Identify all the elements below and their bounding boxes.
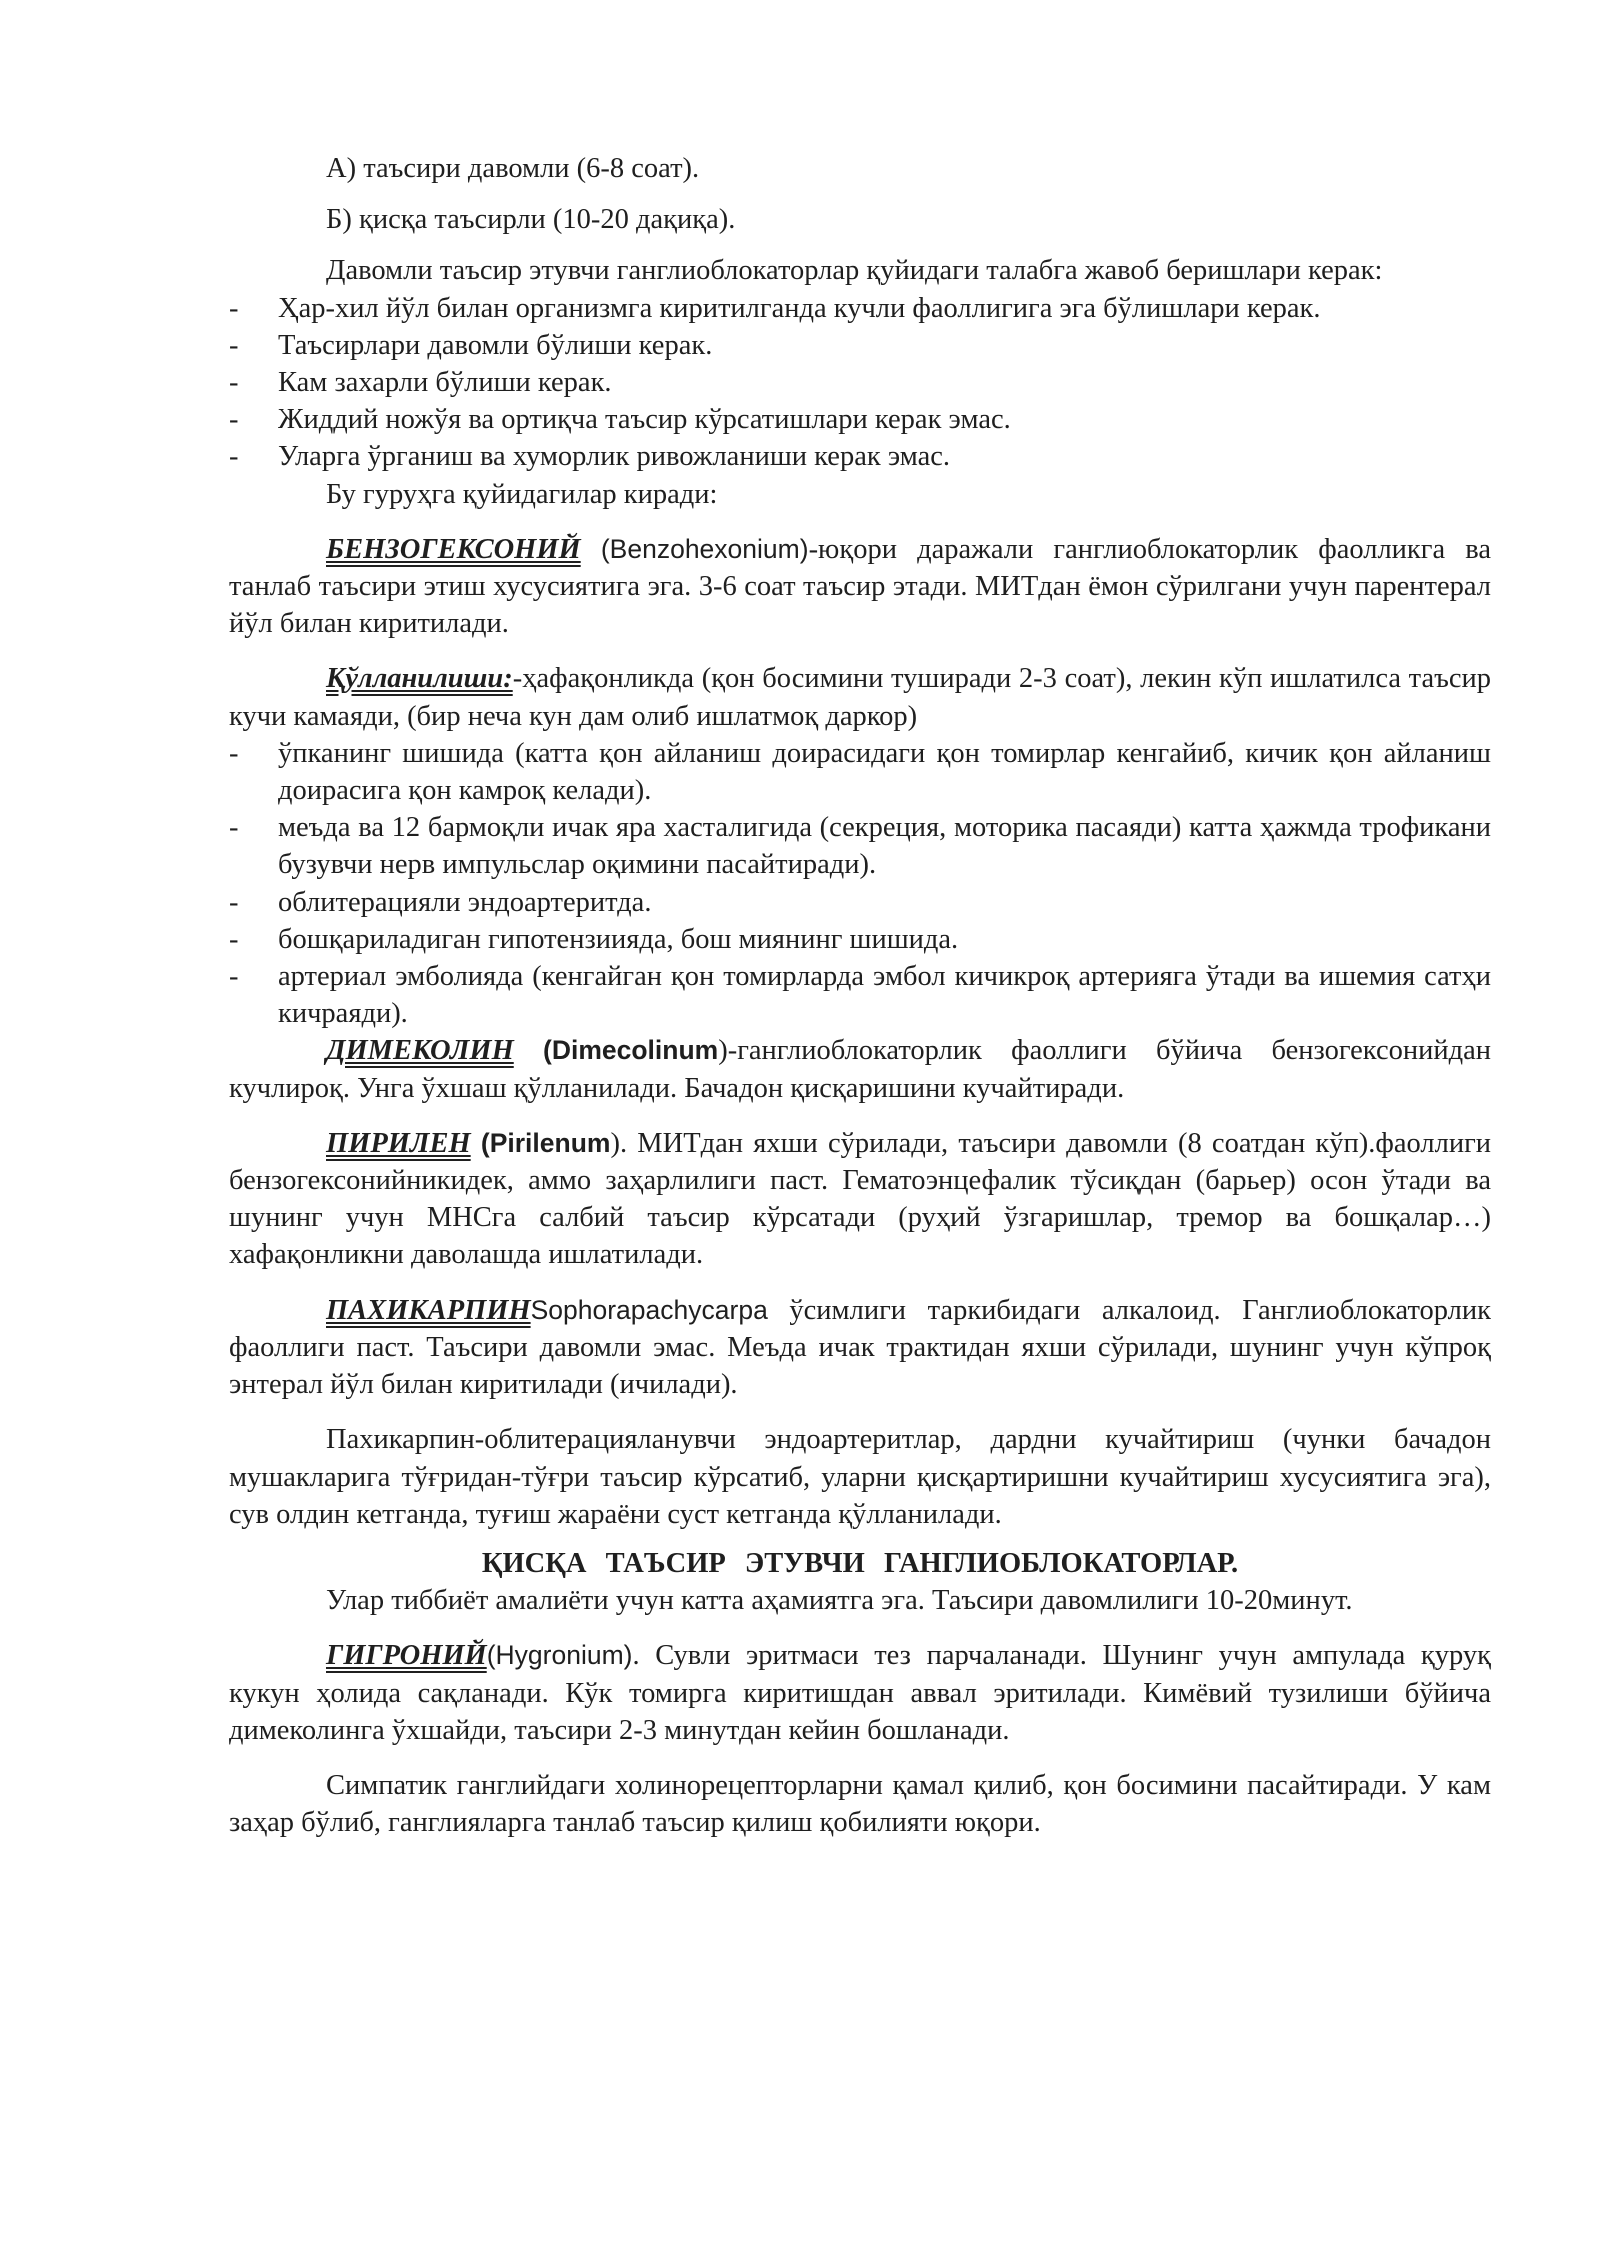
list-item: - артериал эмболияда (кенгайган қон томирларда эмбол кичикроқ артерияга ўтади ва ишемия сатҳи кичраяди). — [229, 961, 1491, 1030]
requirements-list — [229, 290, 1491, 476]
pirilen-text: ). МИТдан яхши сўрилади, таъсири давомли (8 соатдан кўп).фаоллиги бензогексонийникидек, аммо заҳарлилиги паст. Гематоэнцефалик тўсиқдан (барьер) осон ўтади ва шунинг учун МНСга салбий таъсир кўрсатади (руҳий ўзгаришлар, тремор ва бошқалар…) хафақонликни даволашда ишлатилади. — [229, 1127, 1492, 1271]
requirements-intro: Давомли таъсир этувчи ганглиоблокаторлар қуйидаги талабга жавоб беришлари керак: — [326, 255, 1383, 287]
section-heading: ҚИСҚА ТАЪСИР ЭТУВЧИ ГАНГЛИОБЛОКАТОРЛАР. — [481, 1547, 1239, 1579]
drug-name-pahikarpin: ПАХИКАРПИН — [326, 1294, 531, 1326]
benzo-paragraph — [229, 531, 1491, 643]
usage-label: Қўлланилиши: — [326, 663, 513, 695]
group-intro: Бу гуруҳга қуйидагилар киради: — [326, 478, 718, 510]
list-item: - Уларга ўрганиш ва хуморлик ривожланиши керак эмас. — [229, 441, 951, 473]
drug-latin-pirilen: (Pirilenum — [480, 1127, 611, 1158]
final-paragraph: Симпатик ганглийдаги холинорецепторларни қамал қилиб, қон босимини пасайтиради. У кам заҳар бўлиб, ганглияларга танлаб таъсир қилиш қобилияти юқори. — [229, 1769, 1491, 1839]
list-item: - Ҳар-хил йўл билан организмга киритилганда кучли фаоллигига эга бўлишлари керак. — [229, 292, 1321, 324]
usage-list — [229, 735, 1491, 1033]
pirilen-paragraph — [229, 1125, 1491, 1274]
drug-latin-gigroniy: (Hygronium) — [486, 1640, 633, 1671]
gigroniy-text: . Сувли эритмаси тез парчаланади. Шунинг учун ампулада қуруқ кукун ҳолида сақланади. Кўк томирга киритишдан аввал эритилади. Кимёвий тузилиши бўйича димеколинга ўхшайди, таъсири 2-3 минутдан кейин бошланади. — [229, 1640, 1491, 1746]
pahikarpin-usage-paragraph: Пахикарпин-облитерацияланувчи эндоартеритлар, дардни кучайтириш (чунки бачадон мушакларига тўғридан-тўғри таъсир кўрсатиб, уларни қисқартиришни кучайтириш хусусиятига эга), сув олдин кетганда, туғиш жараёни суст кетганда қўлланилади. — [229, 1424, 1491, 1530]
dimecolin-text: )-ганглиоблокаторлик фаоллиги бўйича бензогексонийдан кучлироқ. Унга ўхшаш қўлланилади. Бачадон қисқаришини кучайтиради. — [229, 1035, 1492, 1104]
dimecolin-paragraph — [229, 1032, 1491, 1106]
list-item: - ўпканинг шишида (катта қон айланиш доирасидаги қон томирлар кенгайиб, кичик қон айланиш доирасига қон камроқ келади). — [229, 737, 1491, 807]
drug-name-gigroniy: ГИГРОНИЙ — [326, 1640, 487, 1672]
pahikarpin-paragraph — [229, 1292, 1491, 1404]
drug-name-pirilen: ПИРИЛЕН — [326, 1127, 471, 1159]
usage-paragraph — [229, 660, 1491, 734]
pahikarpin-text: ўсимлиги таркибидаги алкалоид. Ганглиоблокаторлик фаоллиги паст. Таъсири давомли эмас. Меъда ичак трактидан яхши сўрилади, шунинг учун кўпроқ энтерал йўл билан киритилади (ичилади). — [229, 1294, 1491, 1401]
benzo-text: -юқори даражали ганглиоблокаторлик фаолликга ва танлаб таъсири этиш хусусиятига эга. 3-6 соат таъсир этади. МИТдан ёмон сўрилгани учун парентерал йўл билан киритилади. — [229, 533, 1491, 640]
document-page — [229, 150, 1491, 1841]
type-b-line: Б) қисқа таъсирли (10-20 дақиқа). — [326, 204, 736, 236]
drug-latin-dimecolin: (Dimecolinum — [543, 1035, 719, 1066]
list-item: - Жиддий ножўя ва ортиқча таъсир кўрсатишлари керак эмас. — [229, 404, 1011, 436]
short-intro: Улар тиббиёт амалиёти учун катта аҳамиятга эга. Таъсири давомлилиги 10-20минут. — [326, 1585, 1353, 1617]
list-item: - Кам захарли бўлиши керак. — [229, 367, 612, 399]
usage-text: -ҳафақонликда (қон босимини туширади 2-3 соат), лекин кўп ишлатилса таъсир кучи камаяди, (бир неча кун дам олиб ишлатмоқ даркор) — [229, 663, 1491, 732]
list-item: - облитерацияли эндоартеритда. — [229, 886, 652, 918]
list-item: - бошқариладиган гипотензиияда, бош миянинг шишида. — [229, 923, 959, 955]
drug-name-dimecolin: ДИМЕКОЛИН — [326, 1035, 514, 1067]
drug-latin-pahikarpin: Sophorapachycarpa — [530, 1294, 768, 1325]
drug-latin-benzo: (Benzohexonium) — [600, 533, 809, 564]
list-item: - Таъсирлари давомли бўлиши керак. — [229, 329, 713, 361]
list-item: - меъда ва 12 бармоқли ичак яра хасталигида (секреция, моторика пасаяди) катта ҳажмда трофикани бузувчи нерв импульслар оқимини пасайтиради). — [229, 812, 1491, 881]
type-a-line: А) таъсири давомли (6-8 соат). — [326, 153, 700, 184]
drug-name-benzo: БЕНЗОГЕКСОНИЙ — [326, 533, 581, 565]
gigroniy-paragraph — [229, 1637, 1491, 1749]
